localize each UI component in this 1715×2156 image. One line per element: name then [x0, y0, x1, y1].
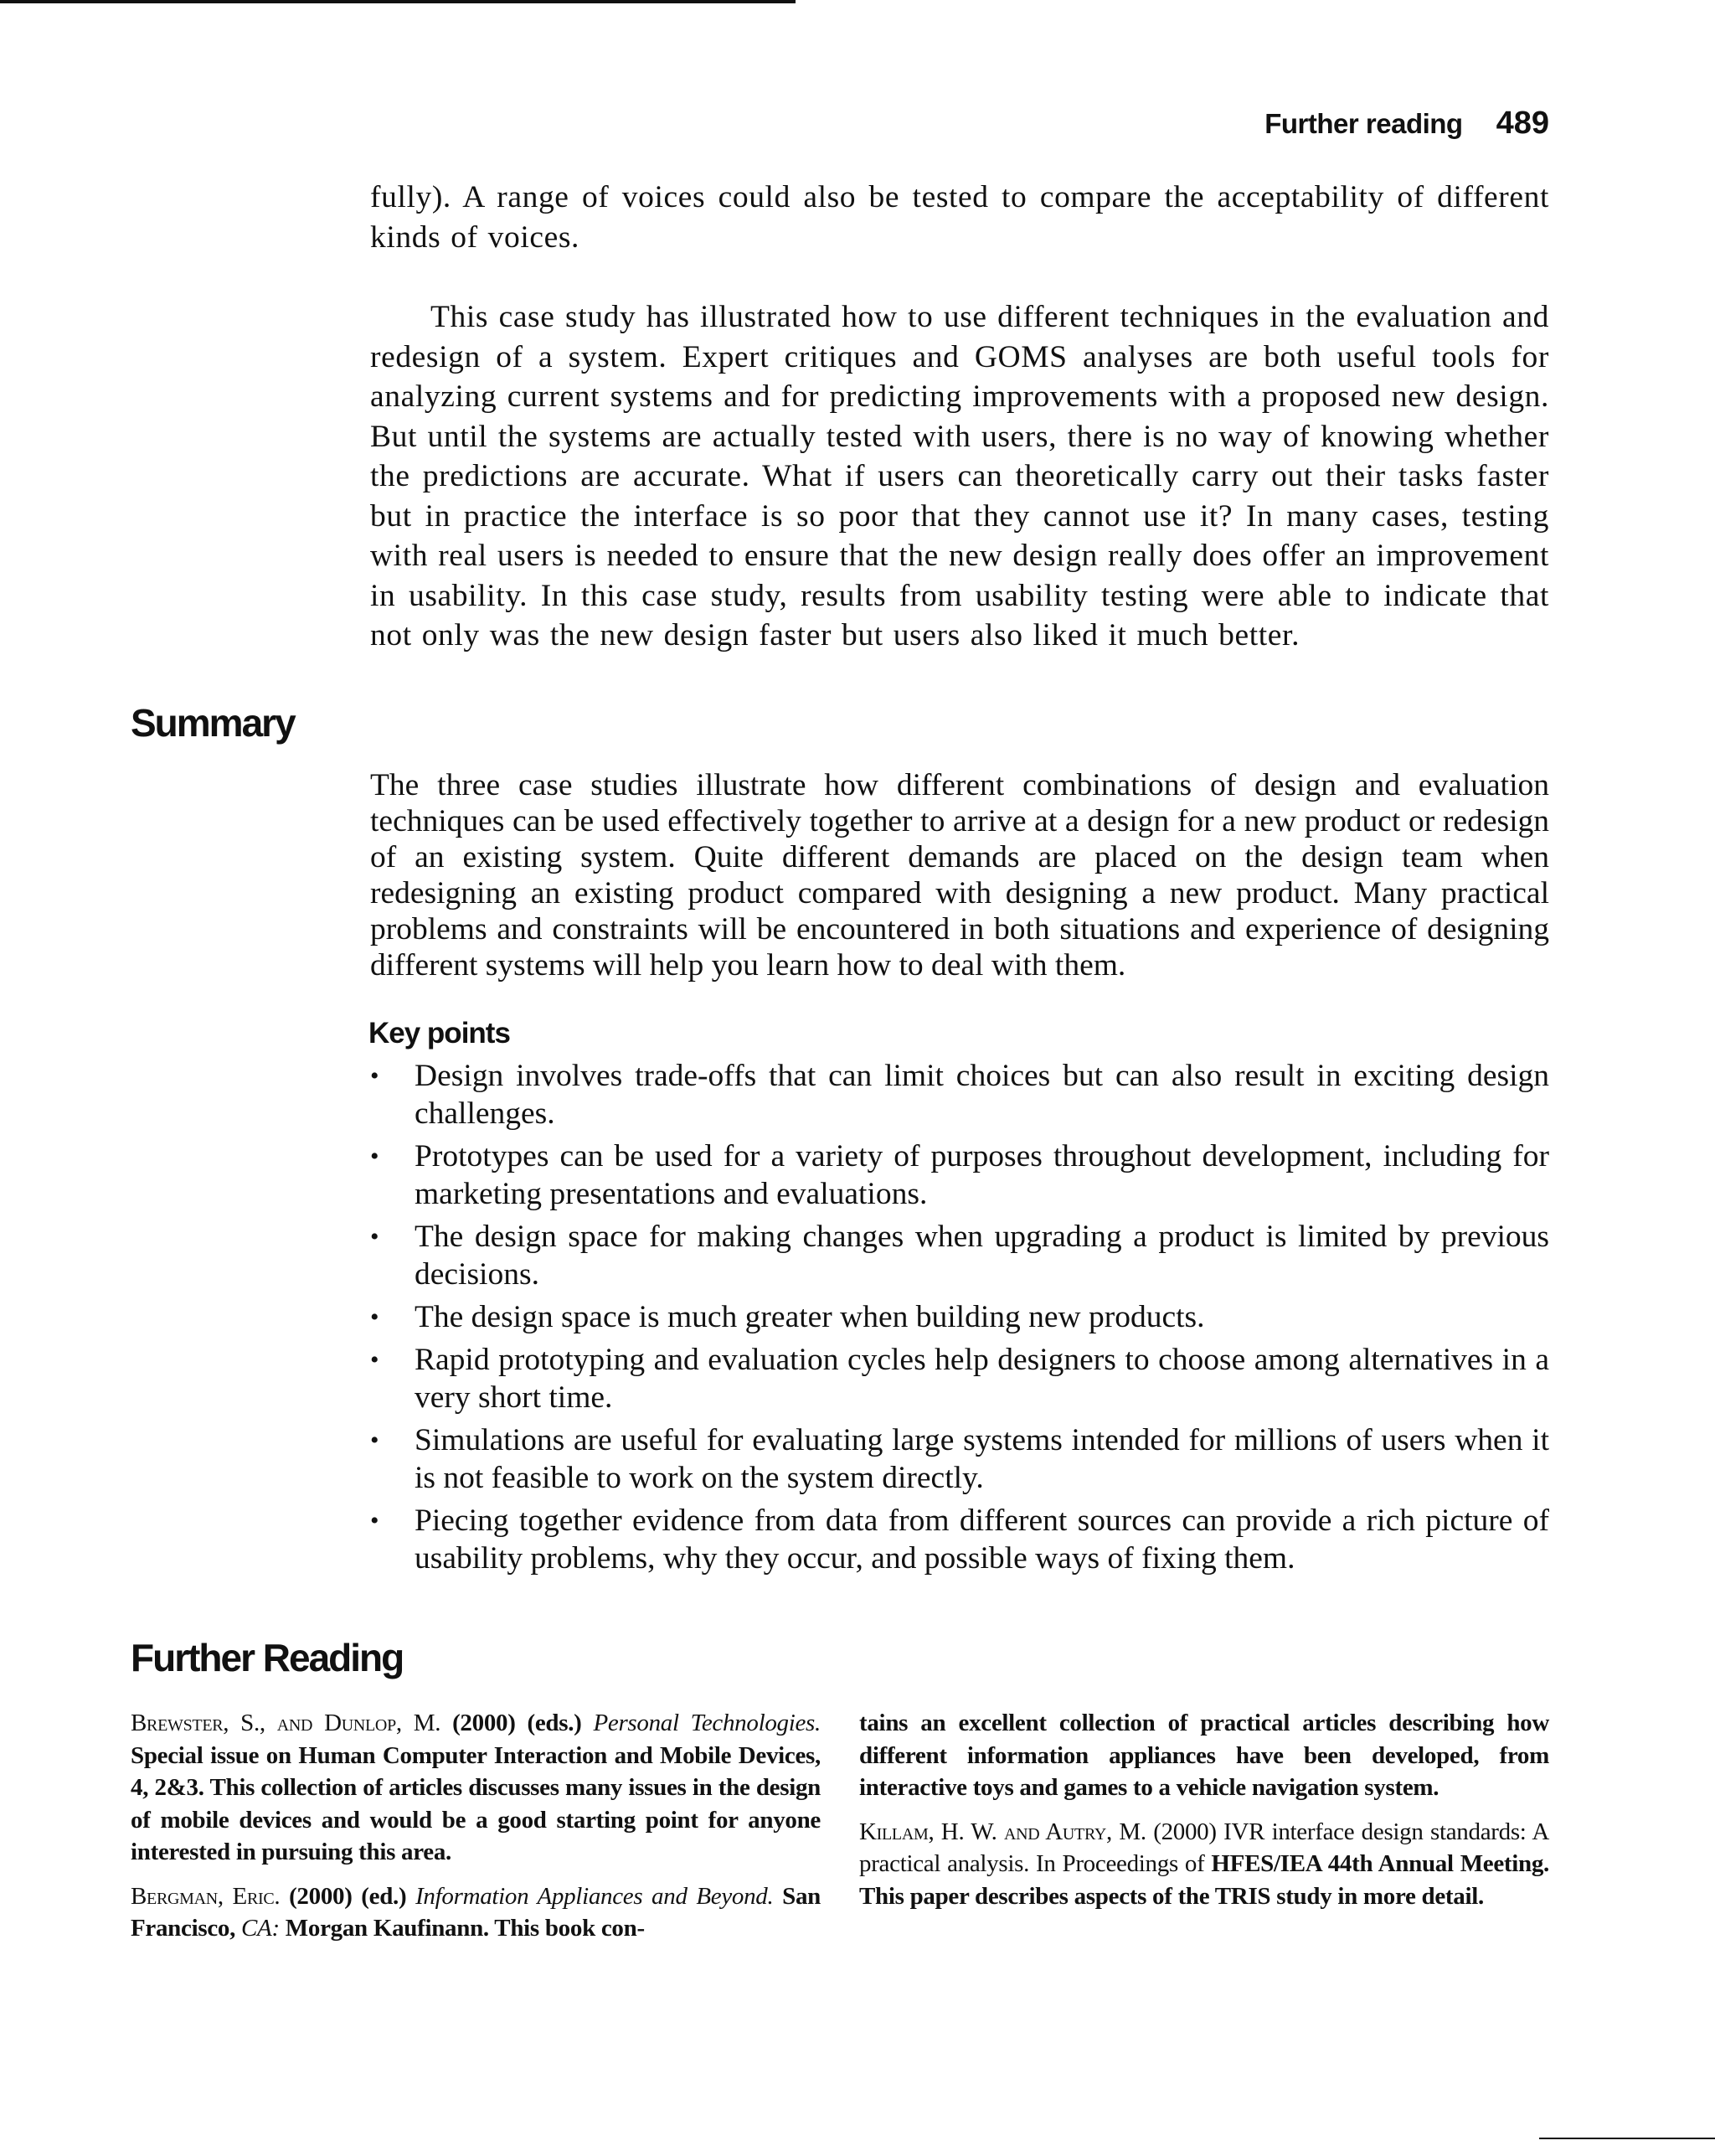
list-item [370, 1298, 1549, 1336]
ref-authors: Bergman, Eric. [131, 1882, 281, 1910]
ref-place: San Francisco, [131, 1882, 821, 1942]
key-point-text: Simulations are useful for evaluating large systems intended for millions of users when it is not feasible to work on the system directly. [415, 1423, 1549, 1495]
continuation-paragraph: fully). A range of voices could also be tested to compare the acceptability of different kinds of voices. [370, 180, 1549, 255]
ref-title: Personal Technologies. [593, 1710, 821, 1736]
references-right-column [859, 1707, 1549, 1924]
ref-details: HFES/IEA 44th Annual Meeting. This paper describes aspects of the TRIS study in more detail. [859, 1850, 1550, 1910]
ref-authors: Killam, H. W. and Autry, M. [859, 1818, 1146, 1845]
bullet-glyph: • [370, 1346, 379, 1374]
running-head [1264, 106, 1549, 142]
key-points-section [370, 1057, 1549, 1582]
bottom-rule [1539, 2138, 1715, 2139]
key-point-text: Prototypes can be used for a variety of purposes throughout development, including for marketing presentations and evaluations. [415, 1139, 1549, 1211]
list-item [370, 1502, 1549, 1577]
summary-heading: Summary [131, 701, 295, 745]
ref-year: (2000) (ed.) [289, 1882, 407, 1910]
key-point-text: Rapid prototyping and evaluation cycles help designers to choose among alternatives in a very short time. [415, 1343, 1549, 1415]
list-item [370, 1057, 1549, 1132]
summary-section [370, 767, 1549, 983]
ref-state: CA: [241, 1915, 280, 1942]
key-point-text: The design space is much greater when building new products. [415, 1300, 1205, 1334]
key-point-text: Design involves trade-offs that can limit choices but can also result in exciting design challenges. [415, 1059, 1549, 1131]
running-title: Further reading [1264, 108, 1463, 139]
conclusion-paragraph: This case study has illustrated how to use different techniques in the evaluation and redesign of a system. Expert critiques and GOMS analyses are both useful tools for analyzing current systems and for predicting improvements with a proposed new design. But until the systems are actually tested with users, there is no way of knowing whether the predictions are accurate. What if users can theoretically carry out their tasks faster but in practice the interface is so poor that they cannot use it? In many cases, testing with real users is needed to ensure that the new design really does offer an improvement in usability. In this case study, results from usability testing were able to indicate that not only was the new design faster but users also liked it much better. [370, 300, 1549, 652]
further-reading-heading: Further Reading [131, 1636, 404, 1679]
intro-section [370, 178, 1549, 656]
key-point-text: Piecing together evidence from data from different sources can provide a rich picture of usability problems, why they occur, and possible ways of fixing them. [415, 1504, 1549, 1576]
ref-year-title: (2000) IVR interface design standards: A practical analysis. In Proceedings of [859, 1818, 1550, 1877]
key-points-heading: Key points [368, 1017, 510, 1050]
key-points-list [370, 1057, 1549, 1577]
page-number: 489 [1496, 106, 1549, 141]
ref-details: Special issue on Human Computer Interaction and Mobile Devices, 4, 2&3. This collection of articles discusses many issues in the design of mobile devices and would be a good starting point for anyone interested in pursuing this area. [131, 1741, 821, 1865]
reference-brewster [131, 1707, 821, 1869]
bullet-glyph: • [370, 1303, 379, 1331]
reference-killam [859, 1816, 1549, 1913]
list-item [370, 1421, 1549, 1497]
summary-paragraph: The three case studies illustrate how different combinations of design and evaluation techniques can be used effectively together to arrive at a design for a new product or redesign of an existing system. Quite different demands are placed on the design team when redesigning an existing product compared with designing a new product. Many practical problems and constraints will be encountered in both situations and experience of designing different systems will help you learn how to deal with them. [370, 768, 1549, 983]
bullet-glyph: • [370, 1062, 379, 1090]
bullet-glyph: • [370, 1507, 379, 1534]
bullet-glyph: • [370, 1223, 379, 1251]
reference-bergman [131, 1880, 821, 1945]
references-left-column [131, 1707, 821, 1957]
key-point-text: The design space for making changes when upgrading a product is limited by previous decisions. [415, 1220, 1549, 1292]
list-item [370, 1341, 1549, 1416]
bullet-glyph: • [370, 1142, 379, 1170]
list-item [370, 1137, 1549, 1213]
list-item [370, 1218, 1549, 1293]
ref-details: Morgan Kaufinann. This book con- [285, 1915, 645, 1942]
ref-year: (2000) (eds.) [452, 1710, 582, 1736]
ref-authors: Brewster, S., and Dunlop, M. [131, 1710, 441, 1736]
top-rule [0, 0, 796, 3]
reference-bergman-continued: tains an excellent collection of practical articles describing how different information appliances have been developed, from interactive toys and games to a vehicle navigation system. [859, 1710, 1549, 1801]
bullet-glyph: • [370, 1426, 379, 1454]
ref-title: Information Appliances and Beyond. [415, 1882, 774, 1910]
